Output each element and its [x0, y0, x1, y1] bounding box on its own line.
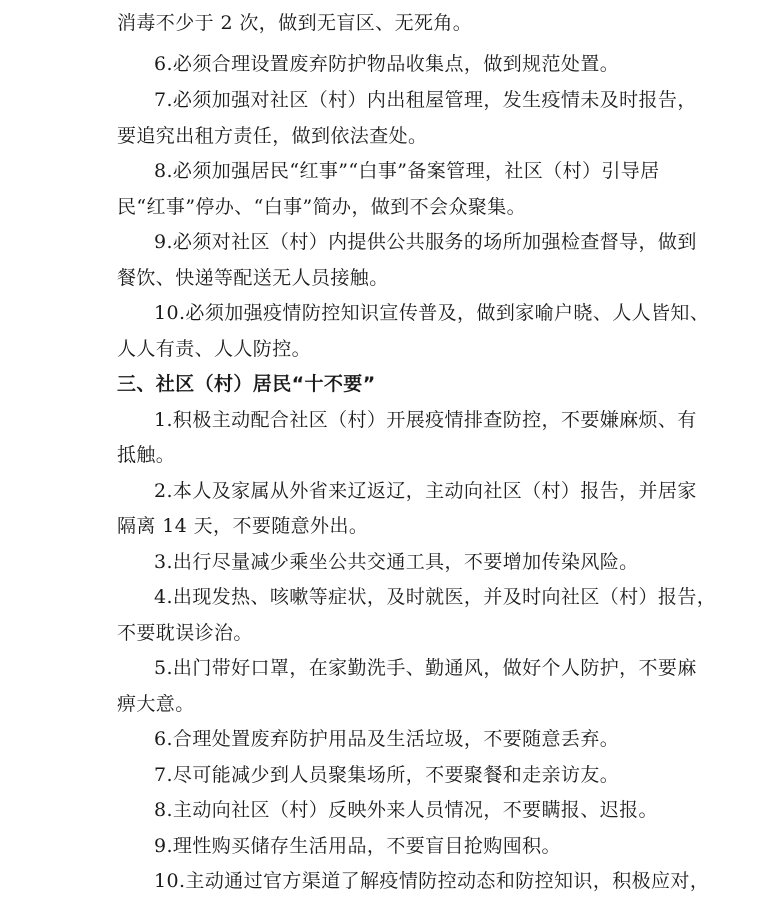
list-item-line: 9.必须对社区（村）内提供公共服务的场所加强检查督导，做到	[154, 231, 697, 253]
text-line: 不要耽误诊治。	[117, 622, 253, 644]
list-item-line: 9.理性购买储存生活用品，不要盲目抢购囤积。	[154, 835, 561, 857]
text-line: 抵触。	[117, 444, 176, 466]
list-item-line: 6.合理处置废弃防护用品及生活垃圾，不要随意丢弃。	[154, 728, 620, 750]
list-item-line: 7.必须加强对社区（村）内出租屋管理，发生疫情未及时报告，	[154, 89, 697, 111]
text-line: 餐饮、快递等配送无人员接触。	[117, 267, 389, 289]
text-line: 隔离 14 天，不要随意外出。	[117, 515, 369, 537]
text-line: 痹大意。	[117, 693, 195, 715]
list-item-line: 10.主动通过官方渠道了解疫情防控动态和防控知识，积极应对，	[154, 870, 710, 892]
list-item-line: 1.积极主动配合社区（村）开展疫情排查防控，不要嫌麻烦、有	[154, 409, 697, 431]
section-heading: 三、社区（村）居民“十不要”	[117, 373, 376, 395]
list-item-line: 7.尽可能减少到人员聚集场所，不要聚餐和走亲访友。	[154, 764, 620, 786]
text-line: 要追究出租方责任，做到依法查处。	[117, 125, 428, 147]
list-item-line: 5.出门带好口罩，在家勤洗手、勤通风，做好个人防护，不要麻	[154, 657, 697, 679]
list-item-line: 3.出行尽量减少乘坐公共交通工具，不要增加传染风险。	[154, 551, 639, 573]
text-line: 消毒不少于 2 次，做到无盲区、无死角。	[117, 12, 473, 34]
list-item-line: 8.必须加强居民“红事”“白事”备案管理，社区（村）引导居	[154, 160, 660, 182]
list-item-line: 10.必须加强疫情防控知识宣传普及，做到家喻户晓、人人皆知、	[154, 302, 710, 324]
text-line: 人人有责、人人防控。	[117, 338, 312, 360]
list-item-line: 4.出现发热、咳嗽等症状，及时就医，并及时向社区（村）报告，	[154, 586, 717, 608]
list-item-line: 8.主动向社区（村）反映外来人员情况，不要瞒报、迟报。	[154, 799, 658, 821]
text-line: 民“红事”停办、“白事”简办，做到不会众聚集。	[117, 196, 527, 218]
list-item-line: 2.本人及家属从外省来辽返辽，主动向社区（村）报告，并居家	[154, 480, 697, 502]
list-item-line: 6.必须合理设置废弃防护物品收集点，做到规范处置。	[154, 53, 620, 75]
